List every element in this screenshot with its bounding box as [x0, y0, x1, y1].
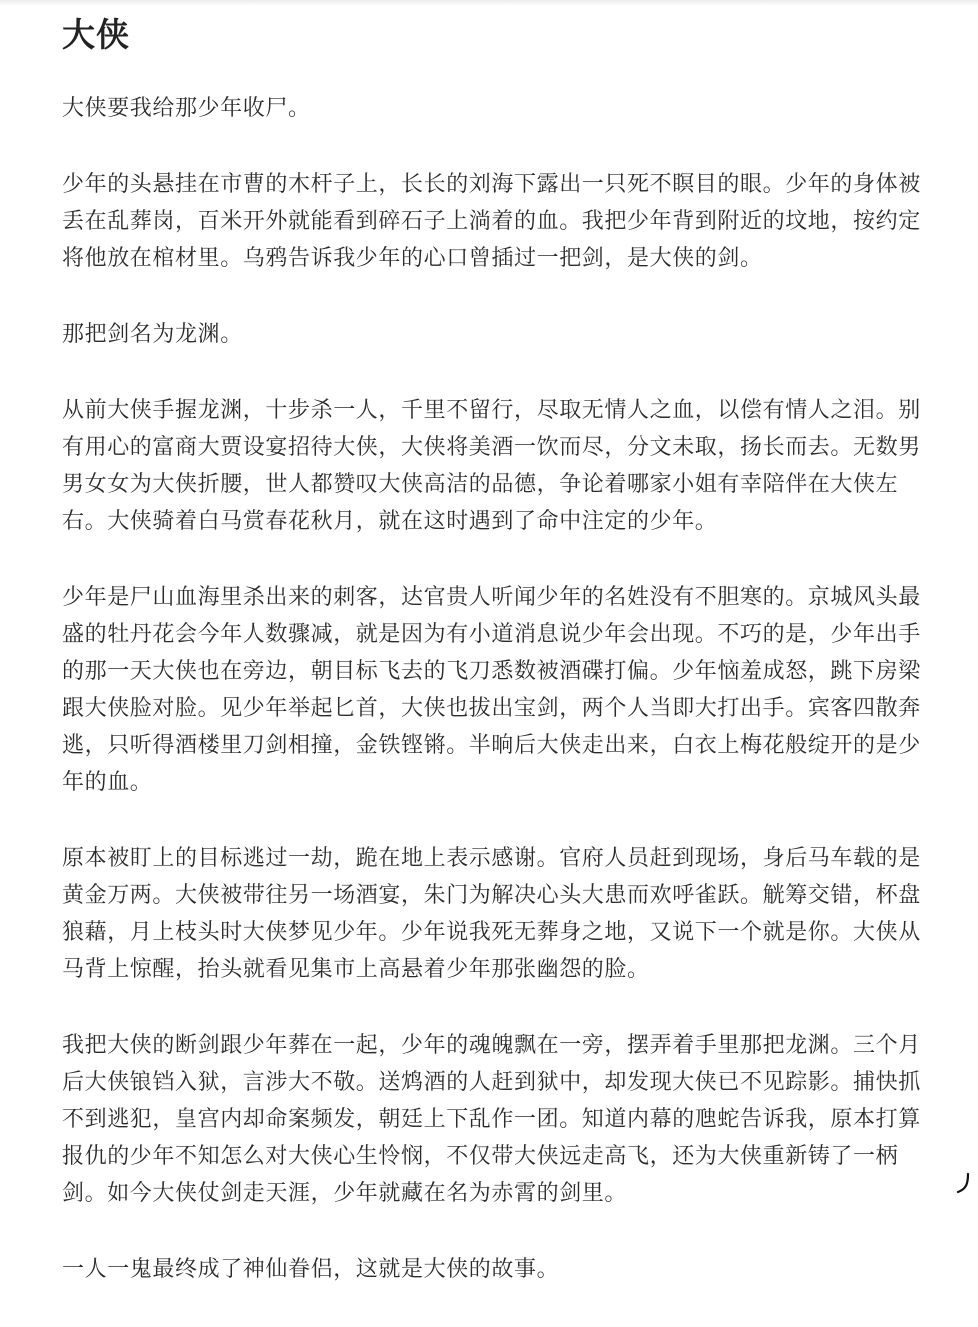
- paragraph-2: 少年的头悬挂在市曹的木杆子上，长长的刘海下露出一只死不瞑目的眼。少年的身体被丢在乱葬岗，百米开外就能看到碎石子上淌着的血。我把少年背到附近的坟地，按约定将他放在棺材里。乌鸦告诉我少年的心口曾插过一把剑，是大侠的剑。: [62, 172, 921, 271]
- paragraph-7: 我把大侠的断剑跟少年葬在一起，少年的魂魄飘在一旁，摆弄着手里那把龙渊。三个月后大侠锒铛入狱，言涉大不敬。送鸩酒的人赶到狱中，却发现大侠已不见踪影。捕快抓不到逃犯，皇宫内却命案频发，朝廷上下乱作一团。知道内幕的虺蛇告诉我，原本打算报仇的少年不知怎么对大侠心生怜悯，不仅带大侠远走高飞，还为大侠重新铸了一柄剑。如今大侠仗剑走天涯，少年就藏在名为赤霄的剑里。: [62, 1033, 921, 1206]
- article-title: 大侠: [62, 15, 130, 54]
- corner-curve-icon: [956, 1172, 972, 1194]
- paragraph-5: 少年是尸山血海里杀出来的刺客，达官贵人听闻少年的名姓没有不胆寒的。京城风头最盛的牡丹花会今年人数骤减，就是因为有小道消息说少年会出现。不巧的是，少年出手的那一天大侠也在旁边，朝目标飞去的飞刀悉数被酒碟打偏。少年恼羞成怒，跳下房梁跟大侠脸对脸。见少年举起匕首，大侠也拔出宝剑，两个人当即大打出手。宾客四散奔逃，只听得酒楼里刀剑相撞，金铁铿锵。半晌后大侠走出来，白衣上梅花般绽开的是少年的血。: [62, 585, 921, 795]
- paragraph-3: 那把剑名为龙渊。: [62, 322, 243, 347]
- top-edge-shadow: [0, 0, 978, 6]
- paragraph-1: 大侠要我给那少年收尸。: [62, 96, 311, 121]
- paragraph-8: 一人一鬼最终成了神仙眷侣，这就是大侠的故事。: [62, 1257, 560, 1282]
- article-body: [62, 90, 922, 1327]
- paragraph-4: 从前大侠手握龙渊，十步杀一人，千里不留行，尽取无情人之血，以偿有情人之泪。别有用心的富商大贾设宴招待大侠，大侠将美酒一饮而尽，分文未取，扬长而去。无数男男女女为大侠折腰，世人都赞叹大侠高洁的品德，争论着哪家小姐有幸陪伴在大侠左右。大侠骑着白马赏春花秋月，就在这时遇到了命中注定的少年。: [62, 398, 921, 534]
- paragraph-6: 原本被盯上的目标逃过一劫，跪在地上表示感谢。官府人员赶到现场，身后马车载的是黄金万两。大侠被带往另一场酒宴，朱门为解决心头大患而欢呼雀跃。觥筹交错，杯盘狼藉，月上枝头时大侠梦见少年。少年说我死无葬身之地，又说下一个就是你。大侠从马背上惊醒，抬头就看见集市上高悬着少年那张幽怨的脸。: [62, 846, 921, 982]
